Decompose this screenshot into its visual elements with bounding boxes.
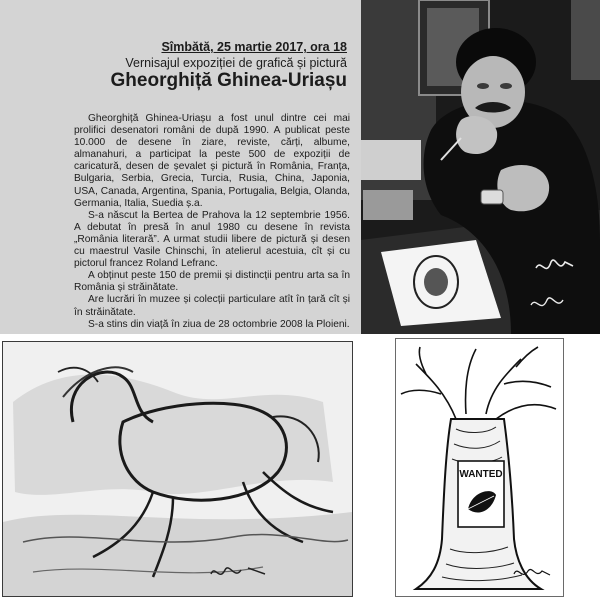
artist-name: Gheorghiță Ghinea-Uriașu	[110, 70, 347, 91]
artist-portrait-photo	[361, 0, 600, 334]
wanted-sign-text: WANTED	[459, 469, 503, 480]
bio-paragraph: Gheorghiță Ghinea-Uriașu a fost unul dintre cei mai prolifici desenatori români de după 1990. A publicat peste 10.000 de desene în ziare, reviste, cărți, albume, almanahuri, a participat la peste 500 de expoziții de caricatură, desen de șevalet și pictură în România, Franța, Bulgaria, Serbia, Grecia, Turcia, Rusia, China, Japonia, USA, Canada, Argentina, Spania, Portugalia, Belgia, Olanda, Germania, Italia, Suedia ș.a.	[74, 113, 350, 209]
bio-paragraph: Are lucrări în muzee și colecții particulare atît în țară cît și în străinătate.	[74, 294, 350, 318]
wanted-tree-cartoon	[395, 338, 564, 597]
bio-paragraph: S-a născut la Bertea de Prahova la 12 septembrie 1956. A debutat în presă în anul 1980 cu desene în revista „România literară”. A urmat studii libere de pictură și desen cu maestrul Vasile Chinschi, în atelierul acestuia, cît și cu pictorul francez Roland Lefranc.	[74, 209, 350, 270]
artist-biography	[74, 113, 350, 331]
event-text-panel	[0, 0, 361, 334]
bio-paragraph: S-a stins din viață în ziua de 28 octombrie 2008 la Ploieni.	[88, 318, 350, 330]
event-subtitle: Vernisajul expoziției de grafică și pictură	[125, 56, 347, 70]
event-date: Sîmbătă, 25 martie 2017, ora 18	[161, 40, 347, 54]
bio-paragraph: A obținut peste 150 de premii și distincții pentru arta sa în România și străinătate.	[74, 270, 350, 294]
horse-ink-drawing	[2, 341, 353, 597]
